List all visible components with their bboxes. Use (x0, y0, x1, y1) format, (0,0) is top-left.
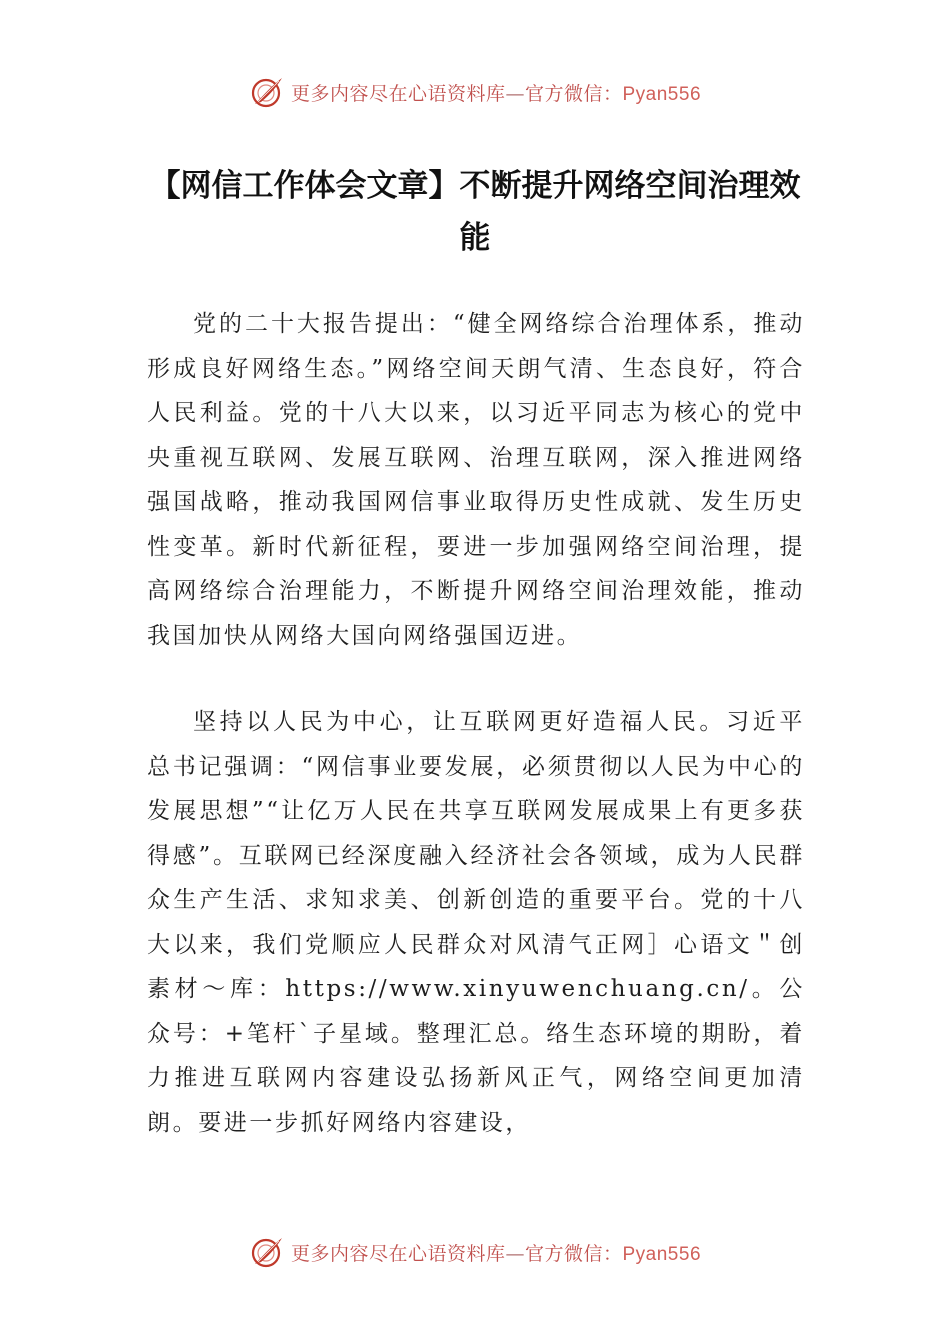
paragraph-1: 党的二十大报告提出：“健全网络综合治理体系，推动形成良好网络生态。”网络空间天朗气清、生态良好，符合人民利益。党的十八大以来，以习近平同志为核心的党中央重视互联网、发展互联网、治理互联网，深入推进网络强国战略，推动我国网信事业取得历史性成就、发生历史性变革。新时代新征程，要进一步加强网络空间治理，提高网络综合治理能力，不断提升网络空间治理效能，推动我国加快从网络大国向网络强国迈进。 (147, 311, 805, 649)
banner-wechat-id: Pyan556 (622, 83, 702, 105)
banner-slogan: 更多内容尽在心语资料库 (290, 82, 506, 105)
banner-separator: — (505, 82, 525, 105)
paragraph-2: 坚持以人民为中心，让互联网更好造福人民。习近平总书记强调：“网信事业要发展，必须贯彻以人民为中心的发展思想”“让亿万人民在共享互联网发展成果上有更多获得感”。互联网已经深度融入经济社会各领域，成为人民群众生产生活、求知求美、创新创造的重要平台。党的十八大以来，我们党顺应人民群众对风清气正网］心语文＂创素材～库：https://www.xinyuwenchuang.cn/。公众号：+笔杆`子星域。整理汇总。络生态环境的期盼，着力推进互联网内容建设弘扬新风正气，网络空间更加清朗。要进一步抓好网络内容建设， (147, 709, 805, 1136)
banner-text (291, 1239, 701, 1266)
banner-slogan: 更多内容尽在心语资料库 (290, 1242, 506, 1265)
banner-text (291, 79, 701, 106)
banner-wechat-id: Pyan556 (622, 1243, 702, 1265)
header-banner (0, 72, 950, 112)
quill-pen-logo-icon (249, 74, 285, 110)
banner-separator: — (505, 1242, 525, 1265)
document-title: 【网信工作体会文章】不断提升网络空间治理效能 (149, 168, 801, 256)
banner-wechat-label: 官方微信： (524, 82, 623, 105)
banner-wechat-label: 官方微信： (524, 1242, 623, 1265)
quill-pen-logo-icon (249, 1234, 285, 1270)
footer-banner (0, 1232, 950, 1272)
